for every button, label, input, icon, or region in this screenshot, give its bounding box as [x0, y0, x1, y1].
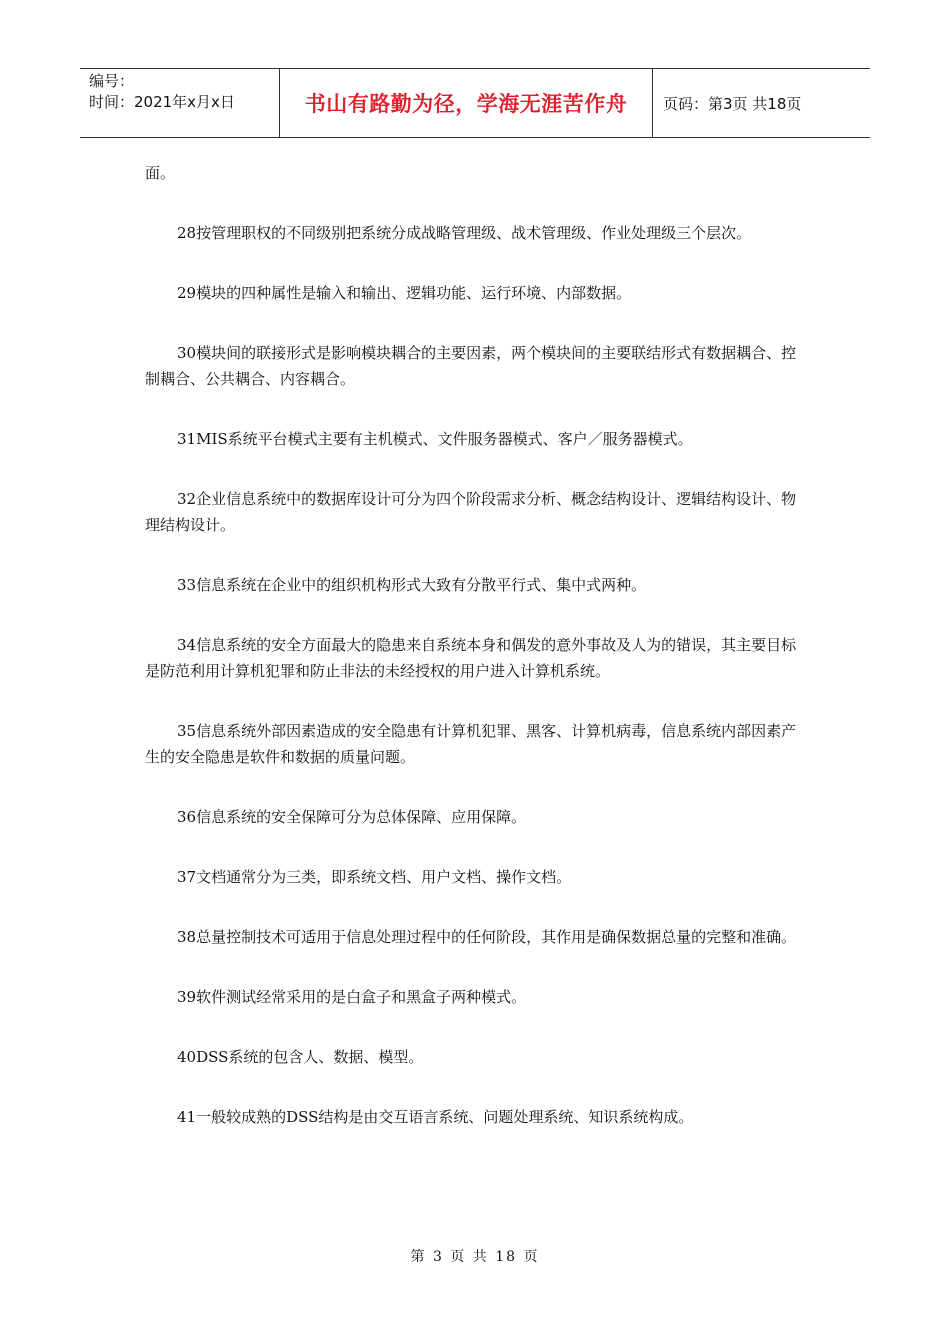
page-header — [80, 68, 870, 138]
paragraph-37: 37文档通常分为三类，即系统文档、用户文档、操作文档。 — [177, 868, 572, 886]
paragraph-32: 32企业信息系统中的数据库设计可分为四个阶段需求分析、概念结构设计、逻辑结构设计、物理结构设计。 — [145, 490, 797, 534]
paragraph-41: 41一般较成熟的DSS结构是由交互语言系统、问题处理系统、知识系统构成。 — [177, 1108, 694, 1126]
paragraph-40: 40DSS系统的包含人、数据、模型。 — [177, 1048, 424, 1066]
header-motto-cell — [280, 69, 653, 137]
page-info-text: 页码：第3页 共18页 — [663, 94, 802, 113]
header-meta — [80, 69, 280, 137]
paragraph-continuation: 面。 — [145, 164, 176, 182]
page-footer — [0, 1246, 950, 1266]
paragraph-31: 31MIS系统平台模式主要有主机模式、文件服务器模式、客户／服务器模式。 — [177, 430, 693, 448]
paragraph-36: 36信息系统的安全保障可分为总体保障、应用保障。 — [177, 808, 527, 826]
paragraph-30: 30模块间的联接形式是影响模块耦合的主要因素，两个模块间的主要联结形式有数据耦合、控制耦合、公共耦合、内容耦合。 — [145, 344, 797, 388]
footer-page-number: 第 3 页 共 18 页 — [410, 1249, 540, 1265]
date-label: 时间：2021年x月x日 — [89, 93, 235, 111]
paragraph-33: 33信息系统在企业中的组织机构形式大致有分散平行式、集中式两种。 — [177, 576, 647, 594]
header-page-info — [653, 69, 870, 137]
paragraph-39: 39软件测试经常采用的是白盒子和黑盒子两种模式。 — [177, 988, 527, 1006]
paragraph-38: 38总量控制技术可适用于信息处理过程中的任何阶段，其作用是确保数据总量的完整和准确。 — [177, 928, 797, 946]
paragraph-35: 35信息系统外部因素造成的安全隐患有计算机犯罪、黑客、计算机病毒，信息系统内部因素产生的安全隐患是软件和数据的质量问题。 — [145, 722, 797, 766]
paragraph-29: 29模块的四种属性是输入和输出、逻辑功能、运行环境、内部数据。 — [177, 284, 632, 302]
document-body — [145, 160, 810, 1164]
motto-text: 书山有路勤为径，学海无涯苦作舟 — [304, 92, 628, 116]
number-label: 编号： — [89, 72, 135, 90]
paragraph-34: 34信息系统的安全方面最大的隐患来自系统本身和偶发的意外事故及人为的错误，其主要目标是防范利用计算机犯罪和防止非法的未经授权的用户进入计算机系统。 — [145, 636, 797, 680]
paragraph-28: 28按管理职权的不同级别把系统分成战略管理级、战术管理级、作业处理级三个层次。 — [177, 224, 752, 242]
